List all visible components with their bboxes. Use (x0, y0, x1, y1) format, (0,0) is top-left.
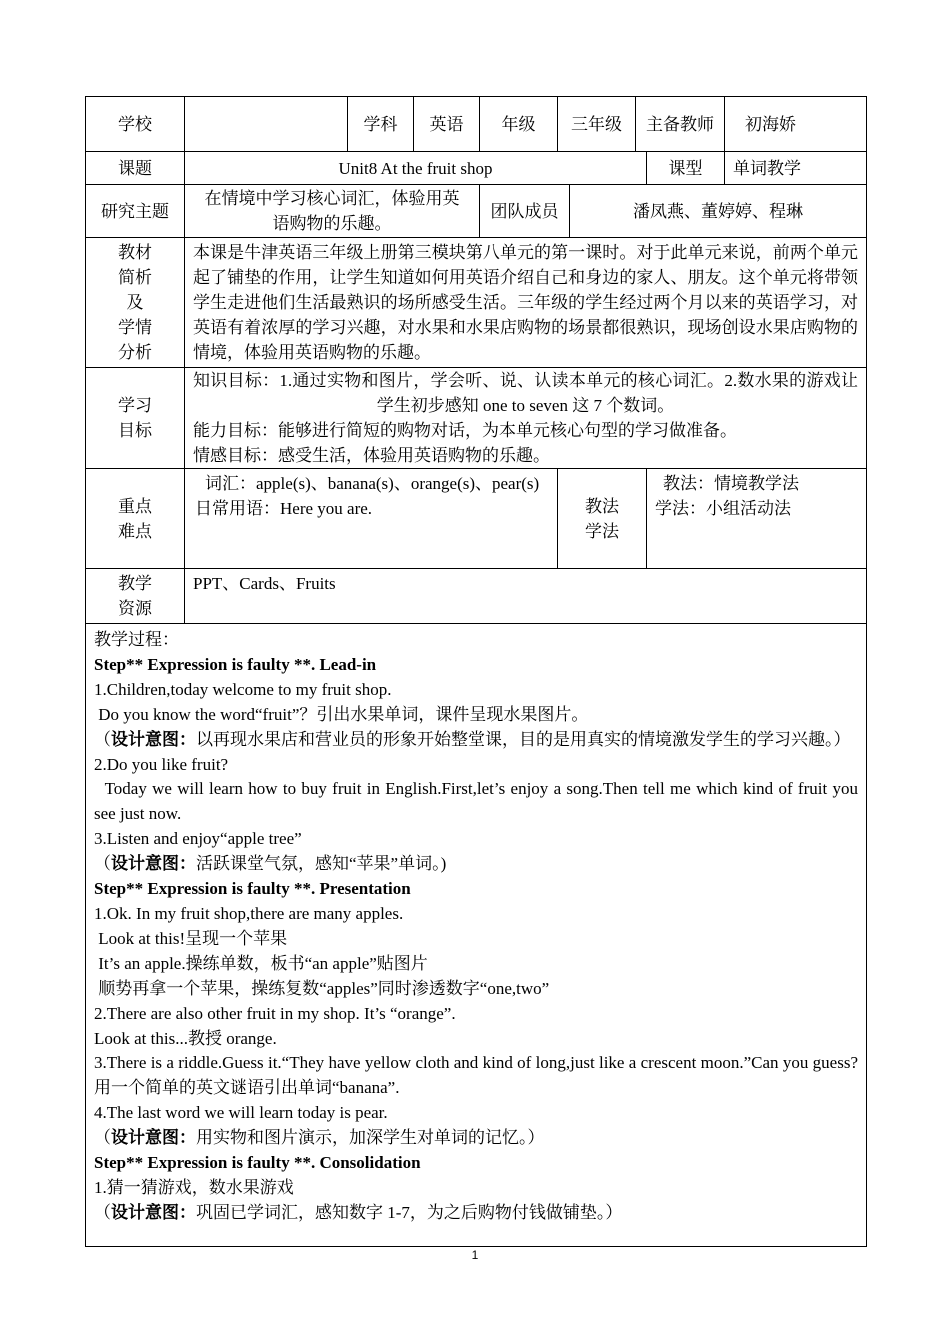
topic-row (86, 152, 867, 185)
method-label: 教法 学法 (558, 469, 647, 569)
knowledge-objective: 知识目标：1.通过实物和图片，学会听、说、认读本单元的核心词汇。2.数水果的游戏让学生初步感知 one to seven 这 7 个数词。 (193, 371, 858, 415)
process-line: Do you know the word“fruit”？引出水果单词，课件呈现水果图片。 (94, 704, 589, 724)
process-line: 1.猜一猜游戏，数水果游戏 (94, 1177, 294, 1197)
grade-value: 三年级 (558, 97, 636, 152)
objectives-row (86, 368, 867, 469)
teaching-method: 教法：情境教学法 (663, 474, 799, 493)
objectives-text (185, 368, 867, 469)
resources-row (86, 569, 867, 624)
process-line: It’s an apple.操练单数，板书“an apple”贴图片 (94, 953, 428, 973)
process-line: 3.Listen and enjoy“apple tree” (94, 829, 302, 849)
topic-label: 课题 (86, 152, 185, 185)
teaching-process (86, 624, 867, 1247)
process-line: 1.Ok. In my fruit shop,there are many apples. (94, 903, 404, 923)
page-number: 1 (471, 1248, 479, 1262)
process-title: 教学过程： (94, 630, 179, 649)
step-lead-in: Step** Expression is faulty **. Lead-in (94, 654, 377, 674)
lead-teacher-label: 主备教师 (636, 97, 725, 152)
method-value (647, 469, 867, 569)
process-line: Today we will learn how to buy fruit in English.First,let’s enjoy a song.Then tell me which kind of fruit you see just now. (94, 779, 863, 824)
research-value: 在情境中学习核心词汇，体验用英语购物的乐趣。 (185, 185, 480, 238)
process-line: 2.There are also other fruit in my shop. It’s “orange”. (94, 1003, 456, 1023)
process-line: Look at this...教授 orange. (94, 1028, 277, 1048)
process-line: 顺势再拿一个苹果，操练复数“apples”同时渗透数字“one,two” (94, 978, 550, 998)
header-row (86, 97, 867, 152)
key-phrase: 日常用语：Here you are. (195, 499, 373, 518)
team-value: 潘凤燕、董婷婷、程琳 (570, 185, 867, 238)
process-line: 3.There is a riddle.Guess it.“They have yellow cloth and kind of long,just like a crescent moon.”Can you guess?用一个简单的英文谜语引出单词“banana”. (94, 1053, 858, 1098)
emotion-objective: 情感目标：感受生活，体验用英语购物的乐趣。 (193, 446, 550, 465)
subject-label: 学科 (348, 97, 414, 152)
resources-label: 教学 资源 (86, 569, 185, 624)
grade-label: 年级 (480, 97, 558, 152)
research-row (86, 185, 867, 238)
key-vocab: 词汇：apple(s)、banana(s)、orange(s)、pear(s) (205, 474, 540, 493)
type-label: 课型 (647, 152, 725, 185)
design-intent-4: （设计意图：巩固已学词汇，感知数字 1-7，为之后购物付钱做铺垫。） (94, 1202, 623, 1222)
design-intent-1: （设计意图：以再现水果店和营业员的形象开始整堂课，目的是用真实的情境激发学生的学习兴趣。） (94, 729, 851, 749)
subject-value: 英语 (414, 97, 480, 152)
process-line: 1.Children,today welcome to my fruit shop. (94, 679, 392, 699)
learning-method: 学法：小组活动法 (655, 499, 791, 518)
key-points-label: 重点 难点 (86, 469, 185, 569)
step-presentation: Step** Expression is faulty **. Presentation (94, 879, 411, 899)
design-intent-2: （设计意图：活跃课堂气氛，感知“苹果”单词。) (94, 854, 447, 874)
lesson-plan-table (85, 96, 867, 1247)
school-value (185, 97, 348, 152)
lead-teacher-value: 初海娇 (725, 97, 867, 152)
process-line: Look at this!呈现一个苹果 (94, 928, 288, 948)
resources-value: PPT、Cards、Fruits (185, 569, 867, 624)
process-line: 2.Do you like fruit? (94, 754, 229, 774)
design-intent-3: （设计意图：用实物和图片演示，加深学生对单词的记忆。） (94, 1128, 545, 1148)
key-points-text (185, 469, 558, 569)
process-row (86, 624, 867, 1247)
topic-value: Unit8 At the fruit shop (185, 152, 647, 185)
analysis-row (86, 238, 867, 368)
team-label: 团队成员 (480, 185, 570, 238)
analysis-text: 本课是牛津英语三年级上册第三模块第八单元的第一课时。对于此单元来说，前两个单元起了铺垫的作用，让学生知道如何用英语介绍自己和身边的家人、朋友。这个单元将带领学生走进他们生活最熟识的场所感受生活。三年级的学生经过两个月以来的英语学习，对英语有着浓厚的学习兴趣，对水果和水果店购物的场景都很熟识，现场创设水果店购物的情境，体验用英语购物的乐趣。 (185, 238, 867, 368)
analysis-label: 教材 简析 及 学情 分析 (86, 238, 185, 368)
ability-objective: 能力目标：能够进行简短的购物对话，为本单元核心句型的学习做准备。 (193, 421, 737, 440)
school-label: 学校 (86, 97, 185, 152)
research-label: 研究主题 (86, 185, 185, 238)
step-consolidation: Step** Expression is faulty **. Consolidation (94, 1153, 421, 1173)
objectives-label: 学习 目标 (86, 368, 185, 469)
process-line: 4.The last word we will learn today is pear. (94, 1103, 388, 1123)
type-value: 单词教学 (725, 152, 867, 185)
key-points-row (86, 469, 867, 569)
